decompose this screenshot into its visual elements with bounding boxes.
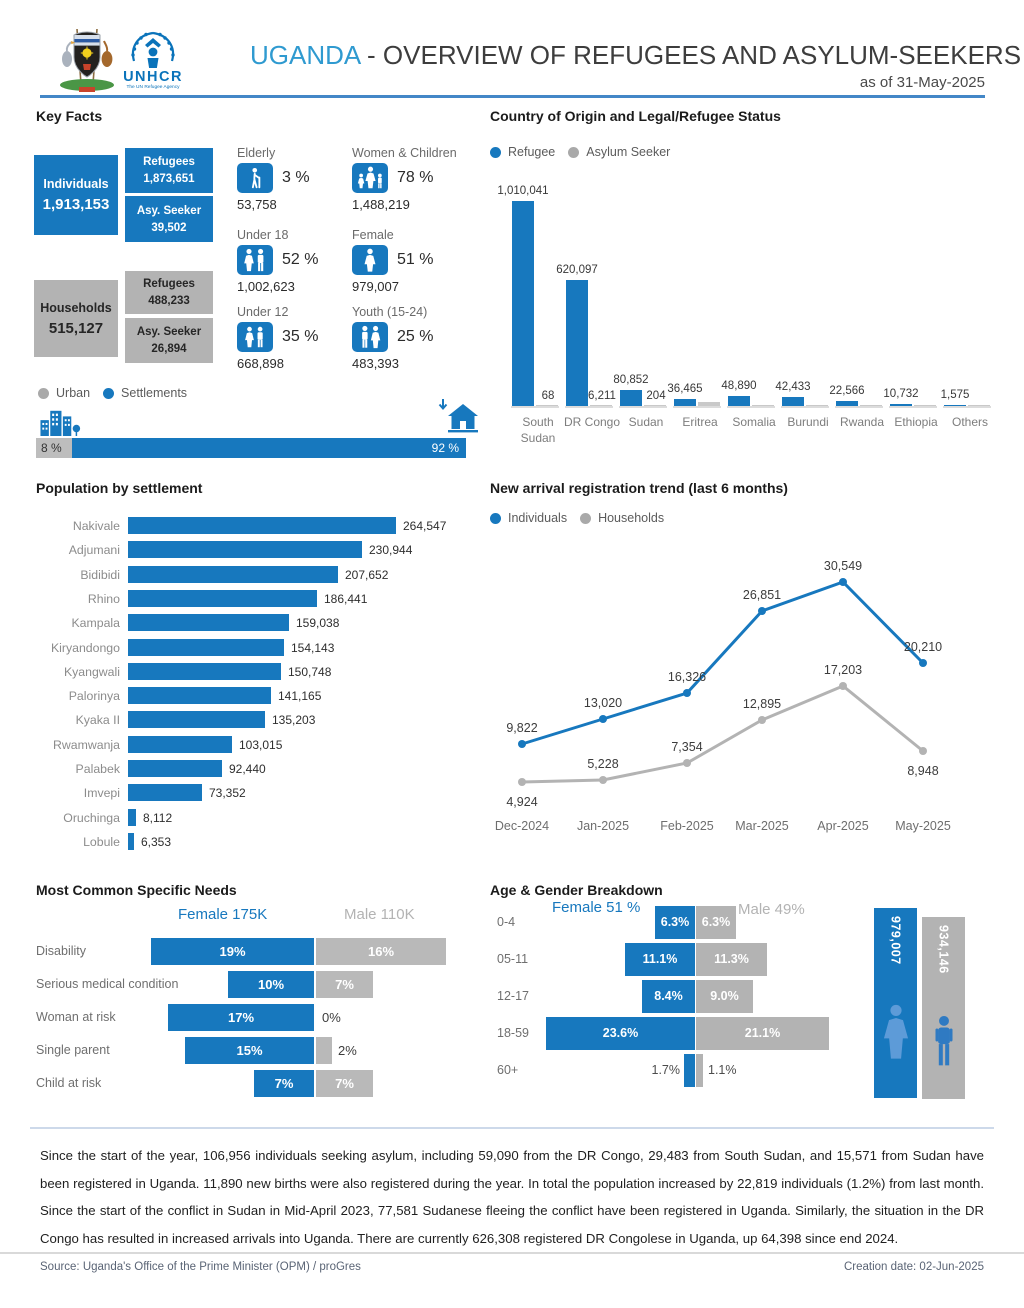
needs-male-value: 2% — [338, 1043, 357, 1058]
individuals-value: 1,913,153 — [42, 196, 110, 213]
stat-pct: 78 % — [397, 169, 434, 186]
hh-refugees-label: Refugees — [143, 278, 195, 290]
stat-label: Female — [352, 228, 394, 242]
age-gender-pyramid — [495, 906, 875, 1096]
needs-heading: Most Common Specific Needs — [36, 882, 237, 898]
source-text: Source: Uganda's Office of the Prime Minister (OPM) / proGres — [40, 1261, 361, 1273]
households-point — [839, 682, 847, 690]
origin-refugee-value: 10,732 — [883, 388, 919, 400]
trend-heading: New arrival registration trend (last 6 months) — [490, 480, 788, 496]
stat-pct: 35 % — [282, 328, 319, 345]
refugees-label: Refugees — [143, 156, 195, 168]
settlement-value: 159,038 — [296, 616, 340, 630]
footer-rule — [0, 1252, 1024, 1254]
unhcr-emblem-icon — [120, 25, 186, 95]
stat-pct: 52 % — [282, 251, 319, 268]
settlement-value: 92,440 — [229, 762, 266, 776]
origin-refugee-value: 1,575 — [940, 389, 970, 401]
settlement-value: 207,652 — [345, 568, 389, 582]
unhcr-logo — [120, 25, 186, 95]
origin-refugee-bar — [728, 396, 750, 406]
narrative-divider — [30, 1127, 994, 1129]
narrative-text: Since the start of the year, 106,956 individuals seeking asylum, including 59,090 from the DR Congo, 29,483 from South Sudan, and 15,571 from Sudan have been registered in Uganda. 11,890 new births were also registered during the year. In total the population increased by 22,819 individuals (1.2%) from last month. Since the start of the conflict in Sudan in Mid-April 2023, 77,581 Sudanese fleeing the conflict have been registered in Uganda. Similarly, the situation in the DR Congo has resulted in increased arrivals into Uganda. There are currently 626,308 registered DR Congolese in Uganda, up 64,398 since end 2024. — [40, 1148, 984, 1247]
origin-axis-segment — [565, 406, 613, 408]
needs-category-label: Single parent — [36, 1043, 110, 1057]
data-label: 26,851 — [742, 588, 782, 602]
stat-under-12 — [237, 305, 349, 371]
origin-category-label: Sudan — [628, 415, 664, 429]
individuals-asylum-box — [125, 196, 213, 242]
urban-legend-dot — [38, 388, 49, 399]
needs-female-value: 17% — [227, 1010, 255, 1025]
asylum-value: 39,502 — [151, 221, 187, 234]
under-12-icon — [237, 322, 273, 352]
origin-asylum-value: 204 — [646, 390, 666, 402]
settlements-legend-label: Settlements — [121, 386, 188, 400]
female-icon — [352, 245, 388, 275]
origin-axis-segment — [835, 406, 883, 408]
pyramid-male-value: 1.1% — [708, 1063, 737, 1077]
house-arrival-icon — [438, 398, 478, 436]
settlement-label: Imvepi — [83, 786, 120, 800]
settlement-bar — [128, 663, 281, 680]
households-value: 515,127 — [48, 319, 104, 337]
settlement-bar — [128, 833, 134, 850]
stat-label: Under 18 — [237, 228, 289, 242]
origin-axis-segment — [511, 406, 559, 408]
needs-male-value: 7% — [335, 1076, 354, 1091]
page-title — [250, 40, 1022, 71]
settlement-value: 103,015 — [239, 738, 283, 752]
households-point — [919, 747, 927, 755]
individuals-label: Individuals — [43, 177, 109, 191]
settlement-population-chart — [36, 517, 496, 862]
needs-male-bar — [316, 1037, 332, 1064]
x-axis-label: Jan-2025 — [576, 819, 630, 833]
pyramid-heading: Age & Gender Breakdown — [490, 882, 663, 898]
origin-category-label: Rwanda — [839, 415, 885, 429]
data-label: 8,948 — [907, 764, 939, 778]
households-box — [34, 280, 118, 357]
origin-refugee-value: 80,852 — [613, 374, 649, 386]
origin-category-label: Burundi — [787, 415, 829, 429]
pyramid-age-label: 60+ — [497, 1063, 519, 1077]
header-rule — [40, 95, 985, 98]
settlement-bar — [128, 711, 265, 728]
needs-male-header: Male 110K — [344, 906, 415, 923]
unhcr-tagline: The UN Refugee Agency — [126, 85, 180, 90]
pyramid-age-label: 18-59 — [497, 1026, 529, 1040]
settlements-split-segment: 92 % — [72, 438, 466, 458]
data-label: 13,020 — [583, 696, 623, 710]
origin-refugee-bar — [944, 405, 966, 406]
origin-refugee-value: 620,097 — [556, 264, 598, 276]
individuals-point — [919, 659, 927, 667]
origin-asylum-bar — [860, 405, 882, 406]
settlement-value: 6,353 — [141, 835, 172, 849]
origin-asylum-bar — [968, 405, 990, 406]
stat-pct: 3 % — [282, 169, 310, 186]
settlement-value: 135,203 — [272, 713, 316, 727]
origin-refugee-value: 48,890 — [721, 380, 757, 392]
origin-asylum-bar — [644, 405, 666, 406]
settlement-bar — [128, 809, 136, 826]
urban-split-segment: 8 % — [36, 438, 72, 458]
origin-refugee-bar — [782, 397, 804, 406]
stat-under-18 — [237, 228, 349, 294]
pyramid-male-header: Male 49% — [738, 901, 805, 918]
stat-label: Youth (15-24) — [352, 305, 428, 319]
needs-female-value: 7% — [274, 1076, 294, 1091]
unhcr-wordmark: UNHCR — [123, 69, 183, 85]
elderly-icon — [237, 163, 273, 193]
hh-asylum-label: Asy. Seeker — [136, 326, 202, 338]
data-label: 4,924 — [506, 795, 538, 809]
settlements-legend-dot — [103, 388, 114, 399]
needs-category-label: Child at risk — [36, 1076, 102, 1090]
asylum-legend-dot — [568, 147, 579, 158]
data-label: 12,895 — [742, 697, 782, 711]
origin-status-chart — [497, 165, 1010, 457]
refugees-value: 1,873,651 — [143, 173, 195, 185]
specific-needs-chart — [36, 938, 491, 1108]
data-label: 9,822 — [506, 721, 538, 735]
settlement-label: Lobule — [83, 835, 120, 849]
pyramid-female-value: 23.6% — [602, 1026, 639, 1040]
individuals-box — [34, 155, 118, 235]
creation-date: Creation date: 02-Jun-2025 — [843, 1261, 984, 1273]
settlement-bar — [128, 639, 284, 656]
data-label: 16,326 — [667, 670, 707, 684]
settlement-bar — [128, 541, 362, 558]
asylum-label: Asy. Seeker — [136, 204, 202, 217]
key-facts-heading: Key Facts — [36, 108, 103, 124]
asylum-legend-label: Asylum Seeker — [586, 145, 671, 159]
page-title-highlight: UGANDA — [250, 40, 360, 70]
settlement-label: Palabek — [75, 762, 120, 776]
pyramid-male-value: 21.1% — [744, 1026, 781, 1040]
origin-category-label: Others — [951, 415, 988, 429]
settlement-label: Kiryandongo — [50, 641, 120, 655]
settlement-bar — [128, 590, 317, 607]
settlement-bar — [128, 566, 338, 583]
settlement-label: Nakivale — [72, 519, 120, 533]
individuals-point — [758, 607, 766, 615]
origin-refugee-value: 1,010,041 — [497, 185, 549, 197]
page-title-rest: - OVERVIEW OF REFUGEES AND ASYLUM-SEEKERS — [359, 40, 1022, 70]
data-label: 20,210 — [903, 640, 943, 654]
pyramid-female-bar — [684, 1054, 695, 1087]
female-total-bar — [874, 908, 917, 1098]
pyramid-female-value: 8.4% — [654, 989, 683, 1003]
origin-legend — [490, 145, 670, 159]
x-axis-label: Mar-2025 — [735, 819, 789, 833]
origin-refugee-bar — [566, 280, 588, 406]
stat-count: 979,007 — [352, 279, 399, 294]
pyramid-age-label: 05-11 — [497, 952, 529, 966]
origin-category-label: Somalia — [732, 415, 776, 429]
uganda-crest-icon — [56, 26, 118, 94]
households-asylum-box — [125, 318, 213, 363]
x-axis-label: Dec-2024 — [494, 819, 550, 833]
needs-female-value: 15% — [236, 1043, 263, 1058]
needs-category-label: Woman at risk — [36, 1010, 116, 1024]
households-label: Households — [40, 300, 112, 315]
stat-label: Under 12 — [237, 305, 289, 319]
settlement-label: Kampala — [71, 616, 120, 630]
origin-asylum-bar — [590, 405, 612, 406]
needs-male-value: 16% — [367, 944, 395, 959]
origin-category-label: Ethiopia — [894, 415, 938, 429]
settlement-heading: Population by settlement — [36, 480, 203, 496]
male-total-bar — [922, 917, 965, 1099]
stat-count: 1,488,219 — [352, 197, 410, 212]
stat-count: 1,002,623 — [237, 279, 295, 294]
origin-category-label: DR Congo — [563, 415, 621, 429]
households-line — [522, 686, 923, 782]
households-point — [758, 716, 766, 724]
urban-legend-label: Urban — [56, 386, 91, 400]
households-point — [599, 776, 607, 784]
individuals-refugees-box — [125, 148, 213, 193]
stat-count: 53,758 — [237, 197, 277, 212]
needs-male-value: 0% — [322, 1010, 341, 1025]
origin-heading: Country of Origin and Legal/Refugee Status — [490, 108, 781, 124]
origin-asylum-bar — [914, 405, 936, 406]
households-legend-dot — [580, 513, 591, 524]
origin-axis-segment — [781, 406, 829, 408]
needs-category-label: Serious medical condition — [36, 977, 179, 991]
needs-category-label: Disability — [36, 944, 87, 958]
stat-label: Elderly — [237, 146, 276, 160]
households-legend-label: Households — [598, 511, 665, 525]
origin-axis-segment — [727, 406, 775, 408]
settlement-bar — [128, 614, 289, 631]
pyramid-age-label: 0-4 — [497, 915, 516, 929]
settlement-value: 8,112 — [143, 811, 173, 825]
origin-axis-segment — [673, 406, 721, 408]
individuals-point — [683, 689, 691, 697]
settlement-value: 73,352 — [209, 786, 246, 800]
origin-refugee-bar — [890, 404, 912, 406]
individuals-legend-dot — [490, 513, 501, 524]
origin-axis-segment — [889, 406, 937, 408]
individuals-point — [599, 715, 607, 723]
pyramid-male-value: 6.3% — [701, 915, 731, 929]
women-children-icon — [352, 163, 388, 193]
stat-women-children — [352, 146, 464, 212]
pyramid-male-value: 9.0% — [710, 989, 739, 1003]
uganda-coat-of-arms — [56, 26, 118, 94]
settlement-value: 154,143 — [291, 641, 335, 655]
data-label: 17,203 — [823, 663, 863, 677]
needs-female-value: 10% — [257, 977, 285, 992]
pyramid-male-bar — [696, 1054, 703, 1087]
location-legend — [38, 386, 187, 400]
as-of-date: as of 31-May-2025 — [859, 74, 985, 91]
data-label: 5,228 — [587, 757, 619, 771]
settlement-bar — [128, 784, 202, 801]
origin-refugee-value: 36,465 — [667, 383, 703, 395]
settlement-label: Adjumani — [68, 543, 120, 557]
settlement-label: Rhino — [87, 592, 120, 606]
female-total-value: 979,007 — [888, 916, 903, 965]
individuals-legend-label: Individuals — [508, 511, 568, 525]
stat-elderly — [237, 146, 349, 212]
trend-legend — [490, 511, 664, 525]
origin-refugee-bar — [674, 399, 696, 406]
male-figure-icon — [931, 1015, 957, 1067]
settlement-bar — [128, 760, 222, 777]
settlement-value: 141,165 — [278, 689, 322, 703]
settlement-value: 150,748 — [288, 665, 332, 679]
pyramid-age-label: 12-17 — [497, 989, 529, 1003]
needs-male-value: 7% — [335, 977, 354, 992]
origin-asylum-value: 6,211 — [588, 390, 616, 402]
origin-refugee-value: 42,433 — [775, 381, 811, 393]
x-axis-label: Apr-2025 — [817, 819, 869, 833]
origin-refugee-value: 22,566 — [829, 385, 865, 397]
female-figure-icon — [879, 1004, 912, 1060]
hh-refugees-value: 488,233 — [148, 295, 190, 307]
origin-refugee-bar — [512, 201, 534, 406]
households-point — [683, 759, 691, 767]
stat-count: 483,393 — [352, 356, 399, 371]
origin-asylum-bar — [806, 405, 828, 406]
stat-pct: 25 % — [397, 328, 434, 345]
settlement-label: Palorinya — [68, 689, 120, 703]
origin-category-label: Eritrea — [682, 415, 718, 429]
pyramid-female-value: 11.1% — [642, 952, 678, 966]
origin-axis-segment — [943, 406, 991, 408]
settlement-label: Oruchinga — [63, 811, 120, 825]
male-total-value: 934,146 — [936, 925, 951, 974]
settlement-value: 230,944 — [369, 543, 413, 557]
pyramid-female-value: 6.3% — [660, 915, 690, 929]
stat-female — [352, 228, 464, 294]
city-icon — [40, 408, 82, 436]
households-refugees-box — [125, 271, 213, 314]
refugee-legend-dot — [490, 147, 501, 158]
settlement-label: Rwamwanja — [53, 738, 120, 752]
pyramid-male-value: 11.3% — [714, 952, 749, 966]
origin-asylum-bar — [536, 405, 558, 406]
stat-count: 668,898 — [237, 356, 284, 371]
x-axis-label: Feb-2025 — [660, 819, 714, 833]
needs-female-header: Female 175K — [178, 906, 268, 923]
settlement-bar — [128, 687, 271, 704]
origin-asylum-value: 68 — [541, 390, 555, 402]
origin-asylum-bar — [698, 402, 720, 406]
individuals-point — [518, 740, 526, 748]
households-point — [518, 778, 526, 786]
under-18-icon — [237, 245, 273, 275]
youth-icon — [352, 322, 388, 352]
settlement-bar — [128, 736, 232, 753]
settlement-bar — [128, 517, 396, 534]
settlement-value: 264,547 — [403, 519, 447, 533]
arrival-trend-chart — [492, 528, 1008, 844]
stat-youth — [352, 305, 464, 371]
stat-pct: 51 % — [397, 251, 434, 268]
origin-refugee-bar — [836, 401, 858, 406]
settlement-label: Kyangwali — [63, 665, 120, 679]
stat-label: Women & Children — [352, 146, 457, 160]
data-label: 30,549 — [823, 559, 863, 573]
hh-asylum-value: 26,894 — [151, 343, 187, 355]
individuals-line — [522, 582, 923, 744]
data-label: 7,354 — [671, 740, 703, 754]
settlement-label: Kyaka II — [75, 713, 120, 727]
x-axis-label: May-2025 — [895, 819, 951, 833]
needs-female-value: 19% — [219, 944, 246, 959]
settlement-label: Bidibidi — [80, 568, 120, 582]
origin-asylum-bar — [752, 405, 774, 406]
pyramid-female-value: 1.7% — [651, 1063, 680, 1077]
origin-category-label: South Sudan — [520, 415, 556, 445]
origin-axis-segment — [619, 406, 667, 408]
individuals-point — [839, 578, 847, 586]
pyramid-female-header: Female 51 % — [552, 899, 641, 916]
settlement-value: 186,441 — [324, 592, 368, 606]
refugee-legend-label: Refugee — [508, 145, 556, 159]
